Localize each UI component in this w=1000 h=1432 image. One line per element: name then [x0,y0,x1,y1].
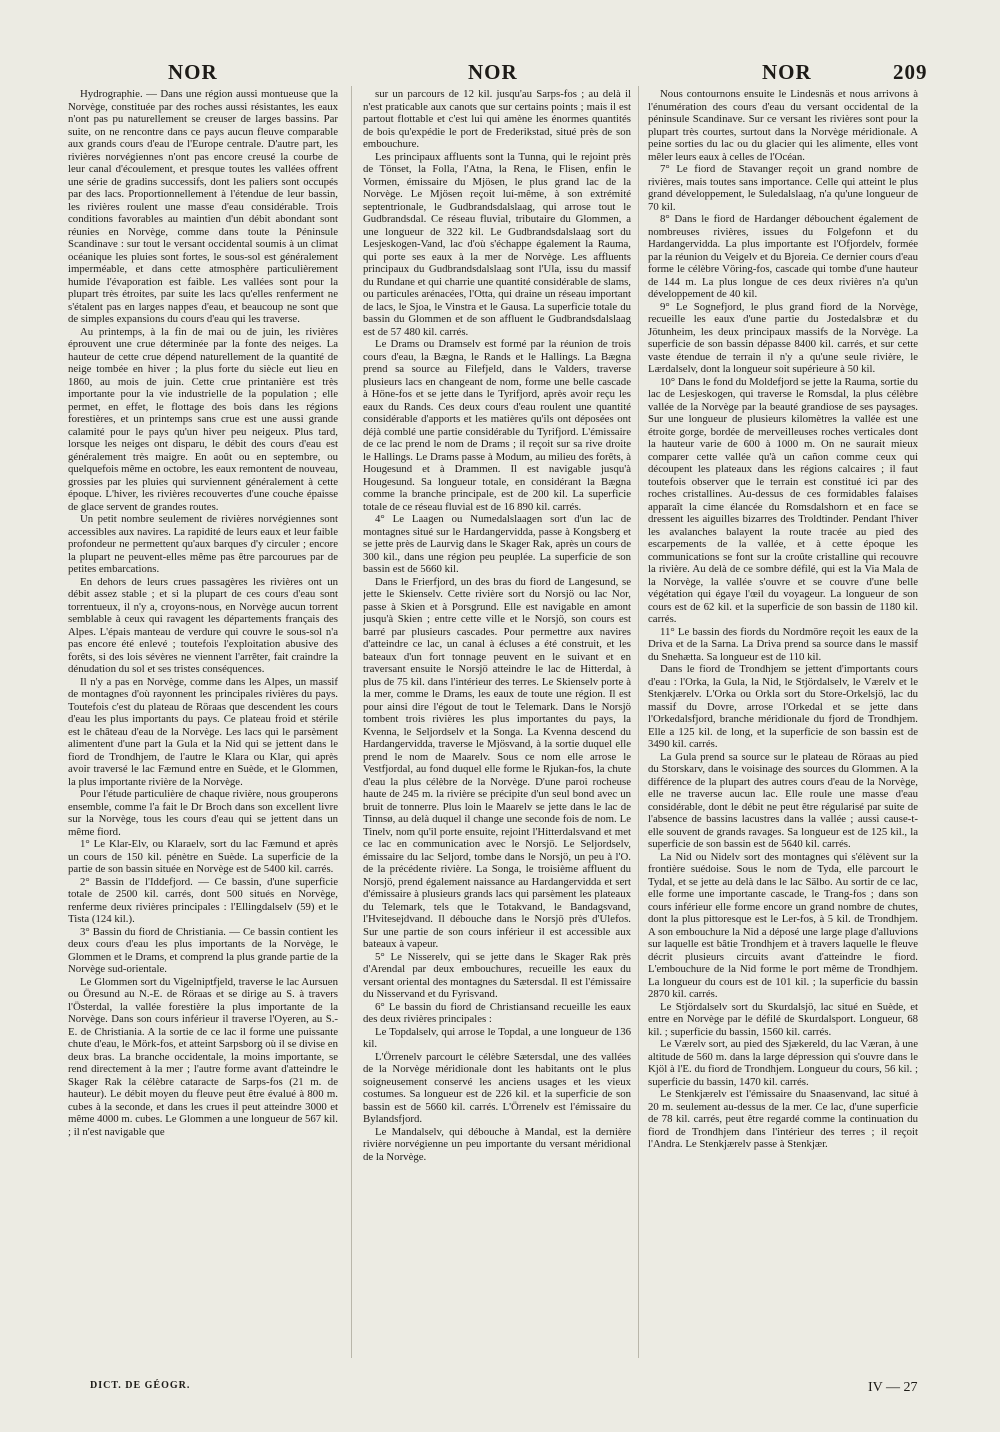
paragraph: 10° Dans le fond du Moldefjord se jette la Rauma, sortie du lac de Lesjeskogen, qui traverse le Romsdal, la plus célèbre vallée de la Norvège par la beauté grandiose de ses paysages. Sur une longueur de plusieurs kilomètres la vallée est une étroite gorge, bordée de merveilleuses roches verticales dont la hauteur varie de 600 à 1000 m. On ne saurait mieux comparer cette vallée qu'à un cañon comme ceux qui découpent les plateaux dans les régions calcaires ; il faut toutefois observer que le terrain est constitué ici par des roches cristallines. Au-dessus de ces formidables falaises apparaît la cime élancée du Romsdalshorn et en face se dressent les aiguilles bizarres des Troldtinder. Pendant l'hiver les avalanches balayent la route tracée au pied des escarpements de la vallée, et à cette époque les communications se font sur la croûte cristalline qui recouvre la rivière. Au delà de ce sombre défilé, qui est la Via Mala de la Norvège, la vallée s'ouvre et se couvre d'une belle végétation qui égaye l'œil du voyageur. La longueur de son cours est de 62 kil. et la superficie de son bassin de 1180 kil. carrés. [648,375,918,625]
running-head-center: NOR [468,60,518,84]
paragraph: Le Værelv sort, au pied des Sjækereld, du lac Væran, à une altitude de 560 m. dans la large dépression qui s'ouvre dans le Kjöl à l'E. du fiord de Trondhjem. Longueur du cours, 56 kil. ; superficie du bassin, 1470 kil. carrés. [648,1038,918,1088]
paragraph: Le Mandalselv, qui débouche à Mandal, est la dernière rivière norvégienne un peu importante du versant méridional de la Norvège. [363,1125,631,1163]
footer-dictionary-title: DICT. DE GÉOGR. [90,1380,191,1391]
paragraph: Pour l'étude particulière de chaque rivière, nous grouperons ensemble, comme l'a fait le Dr Broch dans son excellent livre sur la Norvège, tous les cours d'eau qui se jettent dans un même fiord. [68,788,338,838]
paragraph: 3° Bassin du fiord de Christiania. — Ce bassin contient les deux cours d'eau les plus importants de la Norvège, le Glommen et le Drams, et comprend la plus grande partie de la Norvège sud-orientale. [68,925,338,975]
paragraph: 7° Le fiord de Stavanger reçoit un grand nombre de rivières, mais toutes sans importance. Celle qui atteint le plus grand développement, le Suledalslaag, n'a qu'une longueur de 70 kil. [648,163,918,213]
text-column-1 [68,88,338,1360]
paragraph: Dans le Frierfjord, un des bras du fiord de Langesund, se jette le Skienselv. Cette rivière sort du Norsjö ou lac Nor, passe à Skien et à Porsgrund. Elle est navigable en amont jusqu'à Skien ; entre cette ville et le Norsjö, son cours est barré par plusieurs cascades. Pour permettre aux navires d'atteindre ce lac, un canal à écluses a été construit, et les bateaux d'un fort tonnage peuvent en le suivant et en traversant ensuite le Norsjö atteindre le lac de Hitterdal, à plus de 75 kil. dans l'intérieur des terres. Le Skienselv porte à la mer, comme le Drams, les eaux de toute une région. Il est pour ainsi dire l'égout de tout le Telemark. Dans le Norsjö tombent trois rivières les plus importantes du pays, la Kvenna, le Seljordselv et la Songa. La Kvenna descend du Hardangervidda, traverse le Mjösvand, à la sortie duquel elle prend le nom de Maarelv. Sous ce nom elle arrose le Vestfjordal, au fond duquel elle forme le Rjukan-fos, la chute d'eau la plus célèbre de la Norvège. D'une paroi rocheuse haute de 245 m. la rivière se précipite d'un seul bond avec un bruit de tonnerre. Plus loin le Maarelv se jette dans le lac de Tinnsø, au delà duquel il change une seconde fois de nom. Le Tinelv, nom qu'il porte ensuite, rejoint l'Hitterdalsvand et met ce lac en communication avec le Norsjö. Le Seljordselv, émissaire du lac Seljord, tombe dans le Norsjö, un peu à l'O. de la précédente rivière. La Songa, le troisième affluent du Norsjö, prend également naissance au Hardangervidda et sert d'émissaire à plusieurs grands lacs qui parsèment les plateaux du Telemark, tels que le Totakvand, le Bandagsvand, l'Hvitesejdvand. Il débouche dans le Norsjö près d'Ulefos. Sur une partie de son cours inférieur il est accessible aux bateaux à vapeur. [363,575,631,950]
paragraph: En dehors de leurs crues passagères les rivières ont un débit assez stable ; et si la plupart de ces cours d'eau sont torrentueux, il n'y a, croyons-nous, en Norvège aucun torrent semblable à ceux qui ravagent les départements français des Alpes. L'épais manteau de verdure qui couvre le sous-sol n'a pas encore été enlevé ; toutefois l'exploitation abusive des forêts, si des lois sévères ne viennent l'arrêter, fait craindre la dénudation du sol et ses tristes conséquences. [68,575,338,675]
running-head-left: NOR [168,60,218,84]
paragraph: Le Drams ou Dramselv est formé par la réunion de trois cours d'eau, la Bægna, le Rands et le Hallings. La Bægna prend sa source au Filefjeld, dans le Valders, traverse plusieurs lacs en changeant de nom, forme une belle cascade à Höne-fos et se jette dans le Tyrifjord, après avoir reçu les eaux du Rands. Ces deux cours d'eau roulent une quantité considérable d'apports et les matières qu'ils ont déposées ont déjà comblé une partie considérable du Tyrifjord. L'émissaire de ce lac prend le nom de Drams ; il reçoit sur sa rive droite le Hallings. Le Drams passe à Modum, au milieu des forêts, à Hougesund et à Drammen. Il est navigable jusqu'à Hougesund. Sa longueur totale, en considérant la Bægna comme la branche principale, est de 200 kil. La superficie totale de ce réseau fluvial est de 16 890 kil. carrés. [363,338,631,513]
paragraph: Un petit nombre seulement de rivières norvégiennes sont accessibles aux navires. La rapidité de leurs eaux et leur faible profondeur ne permettent qu'aux barques d'y circuler ; encore la plupart ne peuvent-elles même pas être parcourues par de petites embarcations. [68,513,338,575]
paragraph: Le Glommen sort du Vigelniptfjeld, traverse le lac Aursuen ou Öresund au N.-E. de Röraas et se dirige au S. à travers l'Österdal, la vallée forestière la plus importante de la Norvège. Dans son cours inférieur il traverse l'Oyeren, au S.-E. de Christiania. A la sortie de ce lac il forme une puissante chute d'eau, le Mörk-fos, et atteint Sarpsborg où il se divise en deux bras. La branche occidentale, la moins importante, se rend directement à la mer ; l'autre forme avant d'atteindre le Skager Rak la célèbre cataracte de Sarps-fos (21 m. de hauteur). Le débit moyen du fleuve peut être évalué à 800 m. cubes à la seconde, et dans les crues il peut atteindre 3000 et même 4000 m. cubes. Le Glommen a une longueur de 567 kil. ; il n'est navigable que [68,975,338,1138]
paragraph: 9° Le Sognefjord, le plus grand fiord de la Norvège, recueille les eaux d'une partie du Jostedalsbræ et du Jötunheim, les deux principaux massifs de la Norvège. La superficie de son bassin dépasse 8400 kil. carrés, et sur cette vaste étendue de terrain il n'y a qu'une seule rivière, le Lærdalselv, dont la longueur soit supérieure à 50 kil. [648,300,918,375]
column-rule-1 [351,86,352,1358]
paragraph: L'Örrenelv parcourt le célèbre Sætersdal, une des vallées de la Norvège méridionale dont les habitants ont le plus soigneusement conservé les anciens usages et les vieux costumes. Sa longueur est de 226 kil. et la superficie de son bassin est de 5660 kil. carrés. L'Örrenelv est l'émissaire du Bylandsfjord. [363,1050,631,1125]
paragraph: 8° Dans le fiord de Hardanger débouchent également de nombreuses rivières, issues du Folgefonn et du Hardangervidda. La plus importante est l'Ofjordelv, formée par la réunion du Veigelv et du Bjoreia. Ce dernier cours d'eau forme le célèbre Vöring-fos, cascade qui tombe d'une hauteur de 144 m. La plus longue de ces deux rivières n'a qu'un développement de 40 kil. [648,213,918,300]
paragraph: 1° Le Klar-Elv, ou Klaraelv, sort du lac Fæmund et après un cours de 150 kil. pénètre en Suède. La superficie de la partie de son bassin située en Norvège est de 5400 kil. carrés. [68,838,338,875]
page-number: 209 [893,60,928,84]
paragraph: Le Stenkjærelv est l'émissaire du Snaasenvand, lac situé à 20 m. seulement au-dessus de la mer. Ce lac, d'une superficie de 78 kil. carrés, peut être regardé comme la continuation du fiord de Trondhjem dans l'intérieur des terres ; il reçoit l'Andra. Le Stenkjærelv passe à Stenkjær. [648,1088,918,1150]
paragraph: La Gula prend sa source sur le plateau de Röraas au pied du Storskarv, dans le voisinage des sources du Glommen. A la différence de la plupart des autres cours d'eau de la Norvège, elle ne traverse aucun lac. Elle roule une masse d'eau considérable, dont le débit ne peut être régularisé par suite de l'absence de bassins lacustres dans la vallée ; aussi cause-t-elle souvent de grands ravages. Sa longueur est de 125 kil., la superficie de son bassin est de 5640 kil. carrés. [648,750,918,850]
paragraph: Dans le fiord de Trondhjem se jettent d'importants cours d'eau : l'Orka, la Gula, la Nid, le Stjördalselv, le Værelv et le Stenkjærelv. L'Orka ou Orkla sort du Store-Orkelsjö, lac du massif du Dovre, arrose l'Orkedal et se jette dans l'Orkedalsfjord, branche méridionale du fjord de Trondhjem. Elle a 125 kil. de long, et la superficie de son bassin est de 3490 kil. carrés. [648,663,918,750]
column-rule-2 [638,86,639,1358]
paragraph: Nous contournons ensuite le Lindesnäs et nous arrivons à l'énumération des cours d'eau du versant occidental de la péninsule Scandinave. Sur ce versant les rivières sont pour la plupart très courtes, surtout dans la Norvège méridionale. A peine sorties du lac ou du glacier qui les alimente, elles vont mêler leurs eaux à celles de l'Océan. [648,88,918,163]
paragraph: Il n'y a pas en Norvège, comme dans les Alpes, un massif de montagnes d'où rayonnent les principales rivières du pays. Toutefois c'est du plateau de Röraas que descendent les cours d'eau les plus importants du pays. Ce plateau froid et stérile est le château d'eau de la Norvège. Les lacs qui le parsèment alimentent d'une part la Gula et la Nid qui se jettent dans le fiord de Trondhjem, de l'autre le Klara ou Klar, qui après avoir traversé le lac Fæmund entre en Suède, et le Glommen, la plus importante rivière de la Norvège. [68,675,338,788]
paragraph: 6° Le bassin du fiord de Christiansand recueille les eaux des deux rivières principales : [363,1000,631,1025]
text-column-3 [648,88,918,1360]
paragraph: sur un parcours de 12 kil. jusqu'au Sarps-fos ; au delà il n'est praticable aux canots que sur certains points ; mais il est partout flottable et c'est lui qui amène les énormes quantités de bois qu'expédie le port de Frederikstad, situé près de son embouchure. [363,88,631,150]
paragraph: 11° Le bassin des fiords du Nordmöre reçoit les eaux de la Driva et de la Sarna. La Driva prend sa source dans le massif du Snehætta. Sa longueur est de 110 kil. [648,625,918,663]
paragraph: Les principaux affluents sont la Tunna, qui le rejoint près de Tönset, la Folla, l'Atna, la Rena, le Flisen, enfin le Vormen, émissaire du Mjösen, le plus grand lac de la Norvège. Le Mjösen reçoit lui-même, à son extrémité septentrionale, le Gudbrandsdalslaag, qui arrose tout le Gudbrandsdal. Ce réseau fluvial, tributaire du Glommen, a une longueur de 322 kil. Le Gudbrandsdalslaag sort du Lesjeskogen-Vand, lac d'où s'échappe également la Rauma, qui porte ses eaux à la mer de Norvège. Les affluents principaux du Gudbrandsdalslaag sont l'Ula, issu du massif du Rundane et qui charrie une quantité considérable de slams, ou particules arénacées, l'Otta, qui draine un réseau important de lacs, le Sjoa, le Vinstra et le Gausa. La superficie totale du bassin du Glommen et de son affluent le Gudbrandsdalslaag est de 57 480 kil. carrés. [363,150,631,338]
paragraph: 4° Le Laagen ou Numedalslaagen sort d'un lac de montagnes situé sur le Hardangervidda, passe à Kongsberg et se jette près de Laurvig dans le Skager Rak, après un cours de 300 kil., dans une région peu peuplée. La superficie de son bassin est de 5660 kil. [363,513,631,575]
text-column-2 [363,88,631,1360]
running-head-right: NOR [762,60,812,84]
paragraph: 2° Bassin de l'Iddefjord. — Ce bassin, d'une superficie totale de 2500 kil. carrés, dont 500 situés en Norvège, renferme deux rivières principales : l'Ellingdalselv (59) et le Tista (124 kil.). [68,875,338,925]
paragraph: 5° Le Nisserelv, qui se jette dans le Skager Rak près d'Arendal par deux embouchures, recueille les eaux du versant oriental des montagnes du Sætersdal. Il est l'émissaire du Nisservand et du Fyrisvand. [363,950,631,1000]
paragraph: Au printemps, à la fin de mai ou de juin, les rivières éprouvent une crue déterminée par la fonte des neiges. La hauteur de cette crue dépend naturellement de la quantité de neige tombée en hiver ; la plus forte du siècle eut lieu en 1860, au mois de juin. Cette crue printanière est très importante pour la vie industrielle de la population ; elle permet, en effet, le flottage des bois dans les régions forestières, et un printemps sans crue est une aussi grande calamité pour le pays qu'un hiver peu neigeux. Plus tard, lorsque les neiges ont disparu, le débit des cours d'eau est généralement très maigre. En août ou en septembre, ou quelquefois même en octobre, les eaux remontent de nouveau, grossies par les pluies qui surviennent généralement à cette époque. L'hiver, les rivières recouvertes d'une couche épaisse de glace servent de grandes routes. [68,325,338,513]
footer-volume-signature: IV — 27 [868,1380,918,1395]
paragraph: Le Stjördalselv sort du Skurdalsjö, lac situé en Suède, et entre en Norvège par le défilé de Skurdalsport. Longueur, 68 kil. ; superficie du bassin, 1560 kil. carrés. [648,1000,918,1038]
paragraph: Hydrographie. — Dans une région aussi montueuse que la Norvège, constituée par des roches aussi résistantes, les eaux n'ont pas pu naturellement se creuser de larges bassins. Par suite, on ne rencontre dans ce pays aucun fleuve comparable aux grands cours d'eau de l'Europe centrale. D'autre part, les rivières norvégiennes n'ont pas encore creusé la courbe de leur canal d'écoulement, et presque toutes les vallées offrent une série de gradins successifs, dont les paliers sont occupés par des lacs. Proportionnellement à l'étendue de leur bassin, les rivières roulent une masse d'eau considérable. Trois conditions favorables au maintien d'un débit abondant sont réunies en Norvège, comme dans toute la Péninsule Scandinave : sur tout le versant occidental soumis à un climat océanique les pluies sont fortes, le sous-sol est généralement imperméable, et dans cette atmosphère particulièrement humide l'évaporation est faible. Les vallées sont pour la plupart très étroites, par suite les lacs qu'elles renferment ne s'étalent pas en larges nappes d'eau, et beaucoup ne sont que de simples expansions du cours d'eau qui les traverse. [68,88,338,325]
paragraph: La Nid ou Nidelv sort des montagnes qui s'élèvent sur la frontière suédoise. Sous le nom de Tyda, elle parcourt le Tydal, et se jette au delà dans le lac Sälbo. Au sortir de ce lac, elle forme une importante cascade, le Trang-fos ; dans son cours inférieur elle forme encore un grand nombre de chutes, dont la plus pittoresque est le Ler-fos, à 5 kil. de Trondhjem. A son embouchure la Nid a déposé une large plage d'alluvions sur laquelle est bâtie Trondhjem et à travers laquelle le fleuve décrit plusieurs circuits avant d'atteindre le fiord. L'embouchure de la Nid forme le port même de Trondhjem. La longueur du cours est de 101 kil. ; la superficie du bassin 2870 kil. carrés. [648,850,918,1000]
paragraph: Le Topdalselv, qui arrose le Topdal, a une longueur de 136 kil. [363,1025,631,1050]
